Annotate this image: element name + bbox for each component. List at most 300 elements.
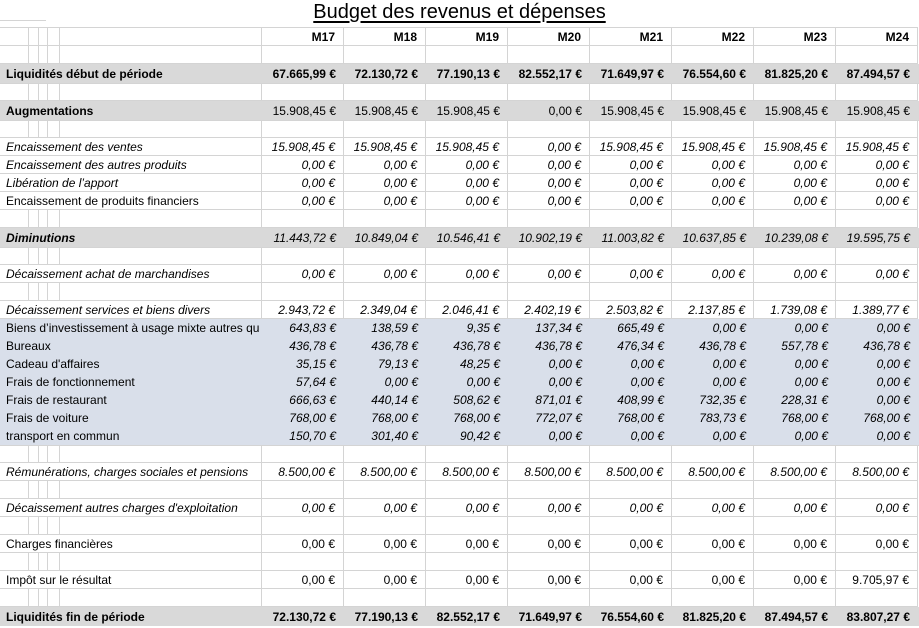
cell-encaissement-autres-produits-m22[interactable]: 0,00 € [672, 156, 754, 174]
cell-diminutions-m24[interactable]: 19.595,75 € [846, 230, 910, 245]
spacer-cell-m24[interactable] [836, 210, 918, 228]
spacer-cell-m18[interactable] [344, 210, 426, 228]
cell-cadeau-affaires-m23[interactable]: 0,00 € [794, 357, 828, 371]
cell-liquidites-fin-m23[interactable]: 87.494,57 € [764, 609, 828, 624]
cell-decaissement-achat-marchandises-m21[interactable]: 0,00 € [590, 265, 672, 283]
spacer-cell-m22[interactable] [672, 517, 754, 535]
cell-frais-restaurant-m23[interactable]: 228,31 € [781, 393, 828, 407]
row-augmentations [0, 101, 919, 120]
cell-bureaux-m18[interactable]: 436,78 € [371, 339, 418, 353]
cell-transport-commun-m19[interactable]: 90,42 € [459, 429, 500, 443]
cell-decaissement-achat-marchandises-m18[interactable]: 0,00 € [344, 265, 426, 283]
spacer-label-cell[interactable] [0, 84, 262, 101]
cell-charges-financieres-m22[interactable]: 0,00 € [672, 535, 754, 553]
cell-charges-financieres-m17[interactable]: 0,00 € [262, 535, 344, 553]
spacer-cell-m20[interactable] [508, 283, 590, 301]
spacer-cell-m22[interactable] [672, 46, 754, 64]
cell-liquidites-debut-m19[interactable]: 77.190,13 € [436, 66, 500, 81]
spacer-label-cell[interactable] [0, 121, 262, 138]
spacer-label-cell[interactable] [0, 589, 262, 607]
cell-remunerations-m18[interactable]: 8.500,00 € [344, 463, 426, 481]
spacer-cell-m17[interactable] [262, 517, 344, 535]
cell-liquidites-fin-m21[interactable]: 76.554,60 € [600, 609, 664, 624]
spacer-cell-m19[interactable] [426, 446, 508, 463]
spacer-cell-m23[interactable] [754, 46, 836, 64]
spacer-cell-m18[interactable] [344, 481, 426, 499]
column-header-m23[interactable]: M23 [754, 27, 836, 46]
cell-diminutions-m18[interactable]: 10.849,04 € [354, 230, 418, 245]
cell-frais-voiture-m20[interactable]: 772,07 € [535, 411, 582, 425]
cell-decaissement-achat-marchandises-m20[interactable]: 0,00 € [508, 265, 590, 283]
cell-liberation-apport-m17[interactable]: 0,00 € [262, 174, 344, 192]
cell-charges-financieres-m18[interactable]: 0,00 € [344, 535, 426, 553]
cell-impot-resultat-m22[interactable]: 0,00 € [672, 571, 754, 589]
spacer-cell-m20[interactable] [508, 210, 590, 228]
spacer-cell-m21[interactable] [590, 248, 672, 265]
spacer-cell-m23[interactable] [754, 248, 836, 265]
row-label[interactable]: Biens d’investissement à usage mixte autres qu [6, 321, 260, 335]
spacer-cell-m19[interactable] [426, 121, 508, 138]
spacer-cell-m19[interactable] [426, 84, 508, 101]
cell-biens-investissement-m21[interactable]: 665,49 € [617, 321, 664, 335]
spacer-cell-m20[interactable] [508, 517, 590, 535]
cell-encaissement-autres-produits-m20[interactable]: 0,00 € [508, 156, 590, 174]
spacer-cell-m20[interactable] [508, 553, 590, 571]
cell-frais-fonctionnement-m17[interactable]: 57,64 € [295, 375, 336, 389]
gridline-tick [38, 481, 39, 498]
cell-decaissement-services-biens-divers-m24[interactable]: 1.389,77 € [836, 301, 918, 319]
cell-biens-investissement-m17[interactable]: 643,83 € [289, 321, 336, 335]
cell-liberation-apport-m20[interactable]: 0,00 € [508, 174, 590, 192]
cell-decaissement-achat-marchandises-m19[interactable]: 0,00 € [426, 265, 508, 283]
cell-encaissement-ventes-m17[interactable]: 15.908,45 € [262, 138, 344, 156]
spacer-cell-m17[interactable] [262, 84, 344, 101]
spacer-cell-m21[interactable] [590, 589, 672, 607]
cell-diminutions-m22[interactable]: 10.637,85 € [682, 230, 746, 245]
spacer-cell-m21[interactable] [590, 446, 672, 463]
cell-remunerations-m24[interactable]: 8.500,00 € [836, 463, 918, 481]
cell-biens-investissement-m22[interactable]: 0,00 € [712, 321, 746, 335]
cell-charges-financieres-m23[interactable]: 0,00 € [754, 535, 836, 553]
spacer-cell-m18[interactable] [344, 121, 426, 138]
cell-encaissement-autres-produits-m21[interactable]: 0,00 € [590, 156, 672, 174]
spacer-cell-m17[interactable] [262, 46, 344, 64]
cell-encaissement-ventes-m23[interactable]: 15.908,45 € [754, 138, 836, 156]
spacer-cell-m21[interactable] [590, 481, 672, 499]
cell-decaissement-achat-marchandises-m24[interactable]: 0,00 € [836, 265, 918, 283]
spacer-cell-m17[interactable] [262, 248, 344, 265]
spacer-cell-m20[interactable] [508, 446, 590, 463]
cell-impot-resultat-m19[interactable]: 0,00 € [426, 571, 508, 589]
spacer-cell-m22[interactable] [672, 248, 754, 265]
cell-remunerations-m17[interactable]: 8.500,00 € [262, 463, 344, 481]
column-header-m22[interactable]: M22 [672, 27, 754, 46]
cell-liquidites-debut-m17[interactable]: 67.665,99 € [272, 66, 336, 81]
cell-liberation-apport-m23[interactable]: 0,00 € [754, 174, 836, 192]
row-label[interactable]: transport en commun [6, 429, 120, 443]
cell-frais-restaurant-m20[interactable]: 871,01 € [535, 393, 582, 407]
spacer-cell-m24[interactable] [836, 248, 918, 265]
cell-decaissement-autres-charges-m17[interactable]: 0,00 € [262, 499, 344, 517]
spacer-cell-m24[interactable] [836, 46, 918, 64]
cell-liberation-apport-m24[interactable]: 0,00 € [836, 174, 918, 192]
cell-cadeau-affaires-m19[interactable]: 48,25 € [459, 357, 500, 371]
spacer-cell-m21[interactable] [590, 553, 672, 571]
spacer-cell-m22[interactable] [672, 481, 754, 499]
cell-frais-restaurant-m24[interactable]: 0,00 € [876, 393, 910, 407]
cell-transport-commun-m20[interactable]: 0,00 € [548, 429, 582, 443]
spacer-cell-m22[interactable] [672, 446, 754, 463]
cell-diminutions-m20[interactable]: 10.902,19 € [518, 230, 582, 245]
spacer-cell-m18[interactable] [344, 553, 426, 571]
cell-frais-voiture-m21[interactable]: 768,00 € [617, 411, 664, 425]
cell-encaissement-autres-produits-m17[interactable]: 0,00 € [262, 156, 344, 174]
row-label[interactable]: Décaissement autres charges d'exploitation [0, 499, 262, 517]
cell-remunerations-m23[interactable]: 8.500,00 € [754, 463, 836, 481]
spacer-cell-m24[interactable] [836, 121, 918, 138]
spacer-cell-m19[interactable] [426, 248, 508, 265]
cell-decaissement-services-biens-divers-m18[interactable]: 2.349,04 € [344, 301, 426, 319]
spacer-cell-m19[interactable] [426, 517, 508, 535]
cell-encaissement-ventes-m20[interactable]: 0,00 € [508, 138, 590, 156]
spacer-cell-m23[interactable] [754, 481, 836, 499]
cell-encaissement-produits-financiers-m20[interactable]: 0,00 € [508, 192, 590, 210]
cell-bureaux-m21[interactable]: 476,34 € [617, 339, 664, 353]
row-label[interactable]: Impôt sur le résultat [0, 571, 262, 589]
spacer-cell-m22[interactable] [672, 84, 754, 101]
cell-liquidites-debut-m22[interactable]: 76.554,60 € [682, 66, 746, 81]
cell-encaissement-ventes-m21[interactable]: 15.908,45 € [590, 138, 672, 156]
cell-charges-financieres-m20[interactable]: 0,00 € [508, 535, 590, 553]
cell-liquidites-fin-m17[interactable]: 72.130,72 € [272, 609, 336, 624]
cell-decaissement-services-biens-divers-m21[interactable]: 2.503,82 € [590, 301, 672, 319]
column-header-m17[interactable]: M17 [262, 27, 344, 46]
row-label[interactable]: Diminutions [6, 230, 76, 245]
cell-transport-commun-m17[interactable]: 150,70 € [289, 429, 336, 443]
cell-transport-commun-m21[interactable]: 0,00 € [630, 429, 664, 443]
cell-encaissement-ventes-m22[interactable]: 15.908,45 € [672, 138, 754, 156]
cell-cadeau-affaires-m20[interactable]: 0,00 € [548, 357, 582, 371]
row-label[interactable]: Encaissement des autres produits [0, 156, 262, 174]
cell-augmentations-m24[interactable]: 15.908,45 € [846, 103, 910, 118]
cell-impot-resultat-m17[interactable]: 0,00 € [262, 571, 344, 589]
spacer-cell-m18[interactable] [344, 517, 426, 535]
cell-decaissement-autres-charges-m18[interactable]: 0,00 € [344, 499, 426, 517]
cell-transport-commun-m24[interactable]: 0,00 € [876, 429, 910, 443]
cell-impot-resultat-m20[interactable]: 0,00 € [508, 571, 590, 589]
row-label[interactable]: Bureaux [6, 339, 51, 353]
spacer-cell-m22[interactable] [672, 121, 754, 138]
cell-decaissement-achat-marchandises-m17[interactable]: 0,00 € [262, 265, 344, 283]
cell-impot-resultat-m21[interactable]: 0,00 € [590, 571, 672, 589]
spacer-cell-m23[interactable] [754, 283, 836, 301]
spacer-cell-m19[interactable] [426, 210, 508, 228]
cell-cadeau-affaires-m17[interactable]: 35,15 € [295, 357, 336, 371]
spacer-label-cell[interactable] [0, 248, 262, 265]
cell-biens-investissement-m20[interactable]: 137,34 € [535, 321, 582, 335]
spacer-cell-m21[interactable] [590, 84, 672, 101]
cell-encaissement-autres-produits-m24[interactable]: 0,00 € [836, 156, 918, 174]
cell-liquidites-fin-m22[interactable]: 81.825,20 € [682, 609, 746, 624]
cell-charges-financieres-m19[interactable]: 0,00 € [426, 535, 508, 553]
cell-impot-resultat-m24[interactable]: 9.705,97 € [836, 571, 918, 589]
cell-liberation-apport-m18[interactable]: 0,00 € [344, 174, 426, 192]
cell-diminutions-m19[interactable]: 10.546,41 € [436, 230, 500, 245]
row-label[interactable]: Cadeau d'affaires [6, 357, 100, 371]
spacer-cell-m17[interactable] [262, 121, 344, 138]
cell-augmentations-m23[interactable]: 15.908,45 € [764, 103, 828, 118]
cell-augmentations-m17[interactable]: 15.908,45 € [272, 103, 336, 118]
cell-remunerations-m20[interactable]: 8.500,00 € [508, 463, 590, 481]
cell-bureaux-m17[interactable]: 436,78 € [289, 339, 336, 353]
cell-transport-commun-m23[interactable]: 0,00 € [794, 429, 828, 443]
row-label[interactable]: Décaissement services et biens divers [0, 301, 262, 319]
column-header-m19[interactable]: M19 [426, 27, 508, 46]
spacer-cell-m24[interactable] [836, 517, 918, 535]
cell-liquidites-fin-m19[interactable]: 82.552,17 € [436, 609, 500, 624]
cell-liquidites-debut-m18[interactable]: 72.130,72 € [354, 66, 418, 81]
row-label[interactable]: Frais de fonctionnement [6, 375, 135, 389]
spacer-label-cell[interactable] [0, 446, 262, 463]
cell-encaissement-produits-financiers-m24[interactable]: 0,00 € [836, 192, 918, 210]
spacer-cell-m17[interactable] [262, 553, 344, 571]
cell-frais-fonctionnement-m21[interactable]: 0,00 € [630, 375, 664, 389]
cell-diminutions-m23[interactable]: 10.239,08 € [764, 230, 828, 245]
cell-impot-resultat-m18[interactable]: 0,00 € [344, 571, 426, 589]
spacer-cell-m22[interactable] [672, 589, 754, 607]
cell-encaissement-produits-financiers-m23[interactable]: 0,00 € [754, 192, 836, 210]
cell-bureaux-m20[interactable]: 436,78 € [535, 339, 582, 353]
cell-bureaux-m23[interactable]: 557,78 € [781, 339, 828, 353]
spacer-cell-m18[interactable] [344, 248, 426, 265]
cell-remunerations-m21[interactable]: 8.500,00 € [590, 463, 672, 481]
cell-encaissement-produits-financiers-m18[interactable]: 0,00 € [344, 192, 426, 210]
cell-charges-financieres-m21[interactable]: 0,00 € [590, 535, 672, 553]
row-label[interactable]: Augmentations [6, 103, 94, 118]
cell-frais-fonctionnement-m22[interactable]: 0,00 € [712, 375, 746, 389]
spacer-cell-m24[interactable] [836, 84, 918, 101]
row-label[interactable]: Encaissement des ventes [0, 138, 262, 156]
spacer-cell-m20[interactable] [508, 46, 590, 64]
cell-augmentations-m22[interactable]: 15.908,45 € [682, 103, 746, 118]
spacer-cell-m19[interactable] [426, 46, 508, 64]
spacer-cell-m22[interactable] [672, 283, 754, 301]
spacer-cell-m19[interactable] [426, 589, 508, 607]
cell-cadeau-affaires-m22[interactable]: 0,00 € [712, 357, 746, 371]
spacer-cell-m17[interactable] [262, 283, 344, 301]
column-header-m24[interactable]: M24 [836, 27, 918, 46]
cell-liquidites-fin-m20[interactable]: 71.649,97 € [518, 609, 582, 624]
cell-biens-investissement-m18[interactable]: 138,59 € [371, 321, 418, 335]
cell-decaissement-autres-charges-m21[interactable]: 0,00 € [590, 499, 672, 517]
spacer-cell-m22[interactable] [672, 210, 754, 228]
spacer-label-cell[interactable] [0, 553, 262, 571]
row-label[interactable]: Frais de restaurant [6, 393, 107, 407]
spacer-cell-m24[interactable] [836, 446, 918, 463]
cell-liquidites-fin-m24[interactable]: 83.807,27 € [846, 609, 910, 624]
cell-frais-voiture-m23[interactable]: 768,00 € [781, 411, 828, 425]
spacer-cell-m18[interactable] [344, 589, 426, 607]
spacer-cell-m24[interactable] [836, 283, 918, 301]
cell-decaissement-autres-charges-m20[interactable]: 0,00 € [508, 499, 590, 517]
cell-encaissement-autres-produits-m19[interactable]: 0,00 € [426, 156, 508, 174]
cell-encaissement-produits-financiers-m21[interactable]: 0,00 € [590, 192, 672, 210]
cell-decaissement-services-biens-divers-m22[interactable]: 2.137,85 € [672, 301, 754, 319]
spacer-cell-m23[interactable] [754, 553, 836, 571]
spacer-cell-m18[interactable] [344, 446, 426, 463]
spacer-cell-m20[interactable] [508, 121, 590, 138]
spacer-cell-m18[interactable] [344, 283, 426, 301]
spacer-cell-m20[interactable] [508, 84, 590, 101]
cell-decaissement-services-biens-divers-m23[interactable]: 1.739,08 € [754, 301, 836, 319]
cell-liquidites-debut-m23[interactable]: 81.825,20 € [764, 66, 828, 81]
column-header-m21[interactable]: M21 [590, 27, 672, 46]
spacer-cell-m23[interactable] [754, 121, 836, 138]
cell-biens-investissement-m23[interactable]: 0,00 € [794, 321, 828, 335]
cell-cadeau-affaires-m24[interactable]: 0,00 € [876, 357, 910, 371]
cell-decaissement-autres-charges-m22[interactable]: 0,00 € [672, 499, 754, 517]
cell-decaissement-autres-charges-m24[interactable]: 0,00 € [836, 499, 918, 517]
cell-frais-fonctionnement-m18[interactable]: 0,00 € [384, 375, 418, 389]
cell-frais-voiture-m18[interactable]: 768,00 € [371, 411, 418, 425]
cell-frais-voiture-m17[interactable]: 768,00 € [289, 411, 336, 425]
cell-cadeau-affaires-m18[interactable]: 79,13 € [377, 357, 418, 371]
cell-frais-voiture-m24[interactable]: 768,00 € [863, 411, 910, 425]
row-label[interactable]: Liquidités fin de période [6, 609, 145, 624]
cell-liquidites-debut-m20[interactable]: 82.552,17 € [518, 66, 582, 81]
row-label[interactable]: Rémunérations, charges sociales et pensions [0, 463, 262, 481]
row-label[interactable]: Encaissement de produits financiers [0, 192, 262, 210]
cell-augmentations-m21[interactable]: 15.908,45 € [600, 103, 664, 118]
cell-diminutions-m21[interactable]: 11.003,82 € [601, 230, 664, 245]
spacer-cell-m24[interactable] [836, 481, 918, 499]
spacer-cell-m23[interactable] [754, 84, 836, 101]
cell-encaissement-produits-financiers-m19[interactable]: 0,00 € [426, 192, 508, 210]
cell-decaissement-autres-charges-m19[interactable]: 0,00 € [426, 499, 508, 517]
spacer-cell-m22[interactable] [672, 553, 754, 571]
spacer-cell-m21[interactable] [590, 121, 672, 138]
spacer-cell-m24[interactable] [836, 589, 918, 607]
cell-decaissement-achat-marchandises-m23[interactable]: 0,00 € [754, 265, 836, 283]
cell-encaissement-ventes-m19[interactable]: 15.908,45 € [426, 138, 508, 156]
spacer-cell-m17[interactable] [262, 589, 344, 607]
cell-decaissement-achat-marchandises-m22[interactable]: 0,00 € [672, 265, 754, 283]
cell-encaissement-produits-financiers-m22[interactable]: 0,00 € [672, 192, 754, 210]
cell-transport-commun-m22[interactable]: 0,00 € [712, 429, 746, 443]
cell-biens-investissement-m24[interactable]: 0,00 € [876, 321, 910, 335]
row-label[interactable]: Libération de l’apport [0, 174, 262, 192]
spacer-cell-m23[interactable] [754, 517, 836, 535]
cell-frais-fonctionnement-m20[interactable]: 0,00 € [548, 375, 582, 389]
spacer-cell-m17[interactable] [262, 210, 344, 228]
cell-liquidites-fin-m18[interactable]: 77.190,13 € [354, 609, 418, 624]
cell-frais-fonctionnement-m24[interactable]: 0,00 € [876, 375, 910, 389]
cell-frais-voiture-m19[interactable]: 768,00 € [453, 411, 500, 425]
cell-biens-investissement-m19[interactable]: 9,35 € [466, 321, 500, 335]
cell-encaissement-autres-produits-m23[interactable]: 0,00 € [754, 156, 836, 174]
spacer-label-cell[interactable] [0, 46, 262, 64]
row-label[interactable]: Charges financières [0, 535, 262, 553]
spacer-cell-m24[interactable] [836, 553, 918, 571]
column-header-m18[interactable]: M18 [344, 27, 426, 46]
cell-liquidites-debut-m21[interactable]: 71.649,97 € [600, 66, 664, 81]
row-label[interactable]: Liquidités début de période [6, 66, 163, 81]
cell-encaissement-ventes-m24[interactable]: 15.908,45 € [836, 138, 918, 156]
cell-decaissement-services-biens-divers-m19[interactable]: 2.046,41 € [426, 301, 508, 319]
spacer-cell-m21[interactable] [590, 210, 672, 228]
cell-frais-restaurant-m22[interactable]: 732,35 € [699, 393, 746, 407]
cell-frais-fonctionnement-m23[interactable]: 0,00 € [794, 375, 828, 389]
cell-liberation-apport-m21[interactable]: 0,00 € [590, 174, 672, 192]
cell-charges-financieres-m24[interactable]: 0,00 € [836, 535, 918, 553]
spacer-cell-m20[interactable] [508, 589, 590, 607]
spacer-cell-m21[interactable] [590, 283, 672, 301]
spacer-cell-m20[interactable] [508, 248, 590, 265]
spacer-cell-m20[interactable] [508, 481, 590, 499]
cell-impot-resultat-m23[interactable]: 0,00 € [754, 571, 836, 589]
cell-cadeau-affaires-m21[interactable]: 0,00 € [630, 357, 664, 371]
header-label-cell[interactable] [0, 27, 262, 46]
cell-augmentations-m18[interactable]: 15.908,45 € [354, 103, 418, 118]
cell-decaissement-services-biens-divers-m17[interactable]: 2.943,72 € [262, 301, 344, 319]
cell-diminutions-m17[interactable]: 11.443,72 € [273, 230, 336, 245]
gridline-tick [47, 589, 48, 606]
spacer-label-cell[interactable] [0, 283, 262, 301]
cell-transport-commun-m18[interactable]: 301,40 € [371, 429, 418, 443]
cell-encaissement-ventes-m18[interactable]: 15.908,45 € [344, 138, 426, 156]
spacer-cell-m21[interactable] [590, 517, 672, 535]
cell-augmentations-m20[interactable]: 0,00 € [548, 103, 582, 118]
spacer-cell-m19[interactable] [426, 481, 508, 499]
spacer-cell-m17[interactable] [262, 446, 344, 463]
spacer-label-cell[interactable] [0, 517, 262, 535]
column-header-m20[interactable]: M20 [508, 27, 590, 46]
spacer-label-cell[interactable] [0, 210, 262, 228]
cell-bureaux-m19[interactable]: 436,78 € [453, 339, 500, 353]
spacer-cell-m23[interactable] [754, 589, 836, 607]
spacer-label-cell[interactable] [0, 481, 262, 499]
cell-remunerations-m19[interactable]: 8.500,00 € [426, 463, 508, 481]
cell-augmentations-m19[interactable]: 15.908,45 € [436, 103, 500, 118]
cell-decaissement-autres-charges-m23[interactable]: 0,00 € [754, 499, 836, 517]
cell-bureaux-m24[interactable]: 436,78 € [863, 339, 910, 353]
cell-frais-restaurant-m19[interactable]: 508,62 € [453, 393, 500, 407]
cell-encaissement-autres-produits-m18[interactable]: 0,00 € [344, 156, 426, 174]
spacer-cell-m18[interactable] [344, 84, 426, 101]
cell-remunerations-m22[interactable]: 8.500,00 € [672, 463, 754, 481]
cell-frais-fonctionnement-m19[interactable]: 0,00 € [466, 375, 500, 389]
spacer-cell-m18[interactable] [344, 46, 426, 64]
cell-encaissement-produits-financiers-m17[interactable]: 0,00 € [262, 192, 344, 210]
cell-decaissement-services-biens-divers-m20[interactable]: 2.402,19 € [508, 301, 590, 319]
cell-frais-restaurant-m18[interactable]: 440,14 € [371, 393, 418, 407]
spacer-cell-m17[interactable] [262, 481, 344, 499]
cell-frais-voiture-m22[interactable]: 783,73 € [699, 411, 746, 425]
spacer-cell-m21[interactable] [590, 46, 672, 64]
spacer-cell-m23[interactable] [754, 446, 836, 463]
spacer-cell-m19[interactable] [426, 553, 508, 571]
spacer-cell-m23[interactable] [754, 210, 836, 228]
spacer-cell-m19[interactable] [426, 283, 508, 301]
cell-liquidites-debut-m24[interactable]: 87.494,57 € [846, 66, 910, 81]
cell-liberation-apport-m19[interactable]: 0,00 € [426, 174, 508, 192]
row-label[interactable]: Frais de voiture [6, 411, 89, 425]
cell-frais-restaurant-m21[interactable]: 408,99 € [617, 393, 664, 407]
row-label[interactable]: Décaissement achat de marchandises [0, 265, 262, 283]
cell-frais-restaurant-m17[interactable]: 666,63 € [289, 393, 336, 407]
cell-bureaux-m22[interactable]: 436,78 € [699, 339, 746, 353]
cell-liberation-apport-m22[interactable]: 0,00 € [672, 174, 754, 192]
